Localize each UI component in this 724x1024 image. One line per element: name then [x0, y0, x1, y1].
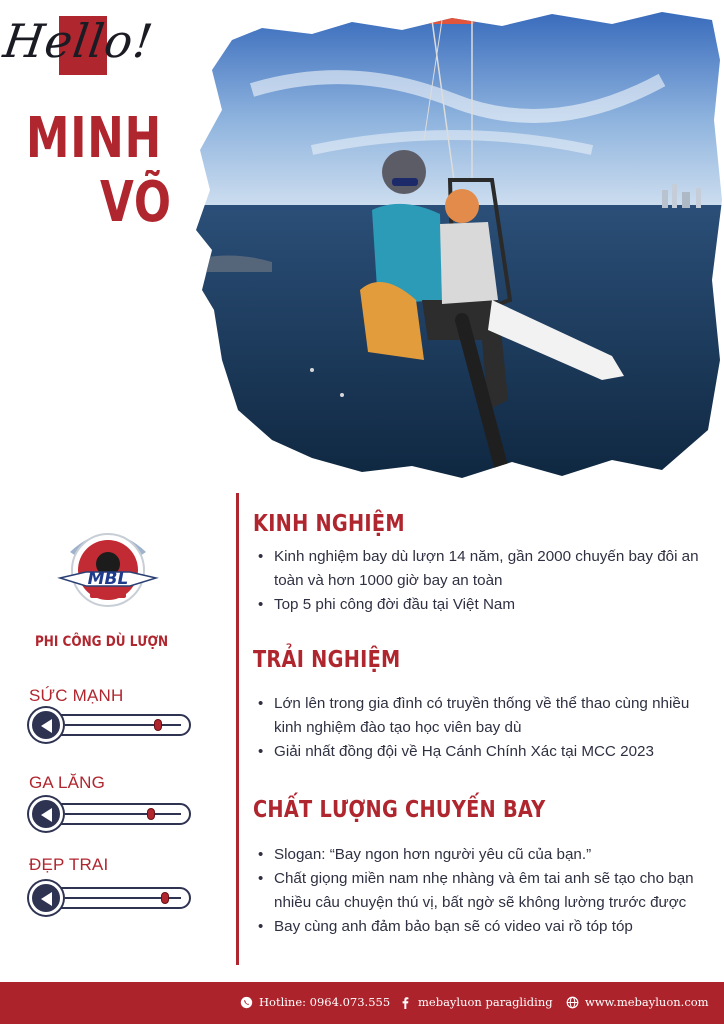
play-left-icon — [38, 718, 54, 734]
section-title-background: TRẢI NGHIỆM — [253, 647, 401, 673]
list-item: • Chất giọng miền nam nhẹ nhàng và êm tai anh sẽ tạo cho bạn nhiều câu chuyện thú vị, bất ngờ sẽ không lường trước được — [258, 867, 710, 915]
slider-thumb[interactable] — [161, 892, 169, 904]
skill-slider-strength[interactable] — [29, 708, 192, 742]
hello-heading: Hello! — [0, 14, 157, 68]
list-item: • Bay cùng anh đảm bảo bạn sẽ có video vai rồ tóp tóp — [258, 915, 710, 939]
footer-bar — [0, 982, 724, 1024]
list-item: • Slogan: “Bay ngon hơn người yêu cũ của bạn.” — [258, 843, 710, 867]
slider-knob — [29, 797, 63, 831]
first-name: MINH — [26, 106, 162, 171]
skill-slider-handsome[interactable] — [29, 881, 192, 915]
section-title-quality: CHẤT LƯỢNG CHUYẾN BAY — [253, 797, 546, 823]
experience-list — [258, 545, 710, 617]
paragliding-photo — [192, 0, 724, 482]
slider-line — [65, 724, 181, 726]
list-item: • Top 5 phi công đời đầu tại Việt Nam — [258, 593, 710, 617]
footer-facebook[interactable] — [399, 995, 553, 1009]
vertical-divider — [236, 493, 239, 965]
last-name: VÕ — [100, 170, 172, 235]
whatsapp-icon — [240, 996, 253, 1009]
background-list — [258, 692, 710, 764]
slider-knob — [29, 708, 63, 742]
skill-label-strength: SỨC MẠNH — [29, 686, 124, 705]
list-item: • Giải nhất đồng đội về Hạ Cánh Chính Xác tại MCC 2023 — [258, 740, 710, 764]
skill-label-handsome: ĐẸP TRAI — [29, 855, 109, 874]
hotline-text: Hotline: 0964.073.555 — [259, 995, 391, 1009]
slider-knob — [29, 881, 63, 915]
play-left-icon — [38, 807, 54, 823]
play-left-icon — [38, 891, 54, 907]
facebook-icon — [399, 996, 412, 1009]
skill-label-gallantry: GA LĂNG — [29, 773, 106, 792]
facebook-text: mebayluon paragliding — [418, 995, 553, 1009]
footer-website[interactable] — [566, 995, 709, 1009]
slider-thumb[interactable] — [147, 808, 155, 820]
role-title: PHI CÔNG DÙ LƯỢN — [34, 634, 169, 650]
slider-thumb[interactable] — [154, 719, 162, 731]
logo-text: MBL — [87, 569, 129, 589]
footer-hotline[interactable] — [240, 995, 390, 1009]
list-item: • Kinh nghiệm bay dù lượn 14 năm, gần 2000 chuyến bay đôi an toàn và hơn 1000 giờ bay an toàn — [258, 545, 710, 593]
section-title-experience: KINH NGHIỆM — [253, 511, 405, 537]
slider-line — [65, 813, 181, 815]
quality-list — [258, 843, 710, 939]
skill-slider-gallantry[interactable] — [29, 797, 192, 831]
list-item: • Lớn lên trong gia đình có truyền thống về thể thao cùng nhiều kinh nghiệm đào tạo học viên bay dù — [258, 692, 710, 740]
website-text: www.mebayluon.com — [585, 995, 709, 1009]
globe-icon — [566, 996, 579, 1009]
mbl-logo — [56, 522, 160, 616]
